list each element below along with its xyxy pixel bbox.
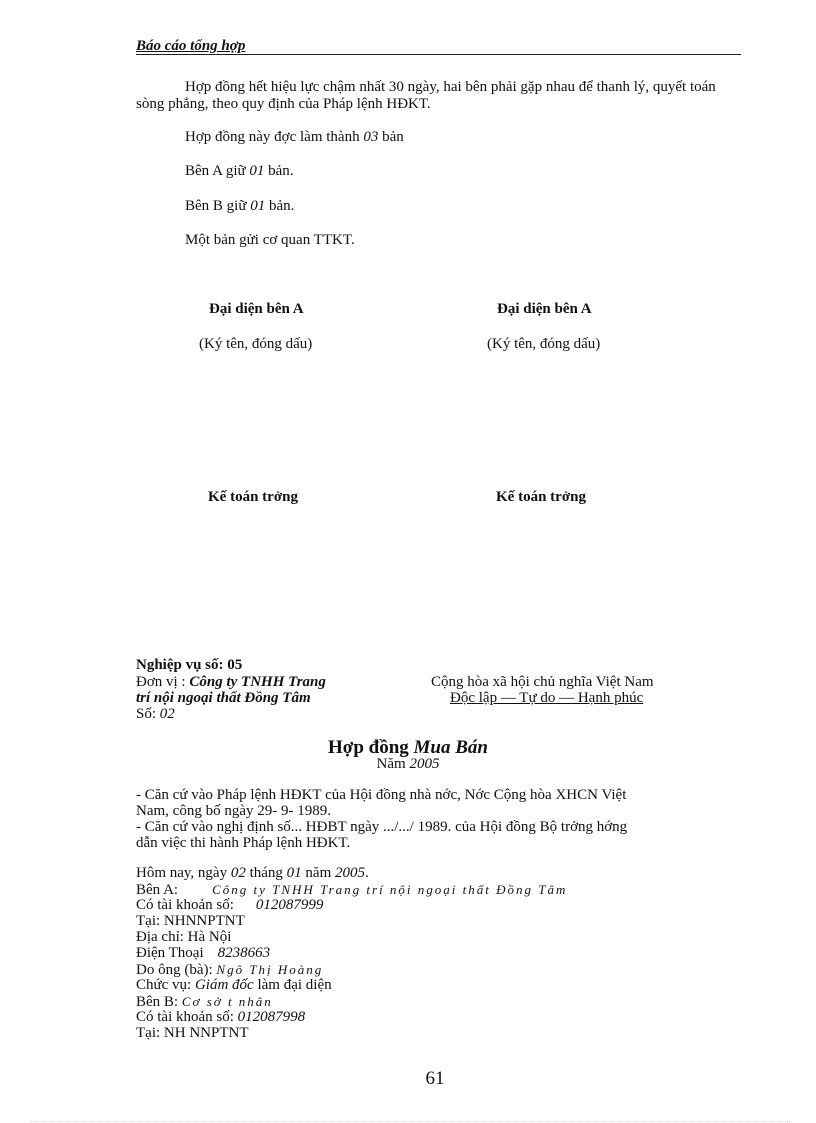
representative-label: Do ông (bà):: [136, 962, 217, 978]
position-value: Giám đốc: [194, 977, 254, 993]
phone-value: 8238663: [217, 945, 271, 961]
ttkt-copy: Một bản gửi cơ quan TTKT.: [185, 232, 355, 248]
national-motto: Độc lập — Tự do — Hạnh phúc: [450, 690, 644, 706]
right-representative: Đại diện bên A: [497, 301, 592, 317]
party-b-account: [136, 1009, 305, 1026]
copies-prefix: Hợp đồng này đợc làm thành: [185, 129, 364, 145]
contract-date: [136, 865, 369, 882]
party-a-account-label: Có tài khoản số:: [136, 897, 234, 913]
party-b-copies-suffix: bản.: [265, 198, 295, 214]
contract-year: [0, 756, 816, 773]
party-a-account-number: 012087999: [255, 897, 324, 913]
party-a-address: [136, 929, 231, 946]
party-b-bank: Tại: NH NNPTNT: [136, 1025, 249, 1041]
party-a-copies-prefix: Bên A giữ: [185, 163, 250, 179]
year-value: 2005: [409, 756, 440, 772]
address-value: Hà Nội: [187, 929, 232, 945]
right-sign-note: (Ký tên, đóng dấu): [487, 336, 601, 352]
copies-suffix: bản: [378, 129, 404, 145]
validity-paragraph: Hợp đồng hết hiệu lực chậm nhất 30 ngày, hai bên phải gặp nhau để thanh lý, quyết toán sòng phẳng, theo quy định của Pháp lệnh HĐKT.: [136, 79, 716, 112]
party-a-position: [136, 977, 332, 994]
party-a-account: [136, 897, 323, 914]
party-a-name: Công ty TNHH Trang trí nội ngoại thất Đồng Tâm: [212, 882, 568, 897]
left-chief-accountant: Kế toán trởng: [208, 489, 298, 505]
address-label: Địa chỉ:: [136, 929, 188, 945]
unit-line: [136, 674, 326, 691]
date-text-4: .: [365, 865, 369, 881]
contract-title-type: Mua Bán: [413, 737, 488, 758]
party-b-copies: [185, 198, 294, 215]
date-day: 02: [230, 865, 246, 881]
so-label: Số:: [136, 706, 160, 722]
unit-name-2: trí nội ngoại thất Đồng Tâm: [136, 690, 311, 706]
position-suffix: làm đại diện: [253, 977, 332, 993]
party-a-label: Bên A:: [136, 882, 179, 898]
party-a-copies: [185, 163, 294, 180]
date-text-1: Hôm nay, ngày: [136, 865, 231, 881]
page-number: 61: [425, 1068, 445, 1089]
running-header: Báo cáo tổng hợp: [136, 38, 246, 54]
party-b-account-label: Có tài khoản số:: [136, 1009, 238, 1025]
party-a-phone: [136, 945, 270, 962]
date-text-2: tháng: [245, 865, 287, 881]
unit-name-1: Công ty TNHH Trang: [189, 674, 326, 690]
party-a-copies-number: 01: [249, 163, 265, 179]
task-number: Nghiệp vụ số: 05: [136, 657, 243, 673]
bottom-dotted-rule: [30, 1121, 790, 1122]
copies-number: 03: [363, 129, 379, 145]
left-sign-note: (Ký tên, đóng dấu): [199, 336, 313, 352]
representative-name: Ngô Thị Hoàng: [216, 962, 324, 977]
copies-line: [185, 129, 404, 146]
phone-label: Điện Thoại: [136, 945, 204, 961]
basis-1-line-2: Nam, công bố ngày 29- 9- 1989.: [136, 803, 331, 819]
basis-2-line-2: dẫn việc thi hành Pháp lệnh HĐKT.: [136, 835, 351, 851]
party-b-account-number: 012087998: [237, 1009, 306, 1025]
left-representative: Đại diện bên A: [209, 301, 304, 317]
header-rule: [136, 54, 741, 55]
party-a-bank: Tại: NHNNPTNT: [136, 913, 245, 929]
document-number: [136, 706, 175, 723]
date-month: 01: [286, 865, 302, 881]
party-b-copies-prefix: Bên B giữ: [185, 198, 251, 214]
so-value: 02: [159, 706, 175, 722]
date-year: 2005: [335, 865, 365, 881]
party-b-name: Cơ sở t nhân: [181, 994, 273, 1009]
nation-heading: Cộng hòa xã hội chủ nghĩa Việt Nam: [431, 674, 654, 690]
position-label: Chức vụ:: [136, 977, 195, 993]
party-b-label: Bên B:: [136, 994, 182, 1010]
right-chief-accountant: Kế toán trởng: [496, 489, 586, 505]
date-text-3: năm: [301, 865, 335, 881]
basis-2-line-1: - Căn cứ vào nghị định số... HĐBT ngày .../.../ 1989. của Hội đồng Bộ trởng hớng: [136, 819, 628, 835]
year-label: Năm: [376, 756, 410, 772]
party-b-copies-number: 01: [250, 198, 266, 214]
party-a-copies-suffix: bản.: [264, 163, 294, 179]
basis-1-line-1: - Căn cứ vào Pháp lệnh HĐKT của Hội đồng nhà nớc, Nớc Cộng hòa XHCN Việt: [136, 787, 627, 803]
contract-title-main: Hợp đồng: [328, 737, 414, 758]
unit-label: Đơn vị :: [136, 674, 190, 690]
